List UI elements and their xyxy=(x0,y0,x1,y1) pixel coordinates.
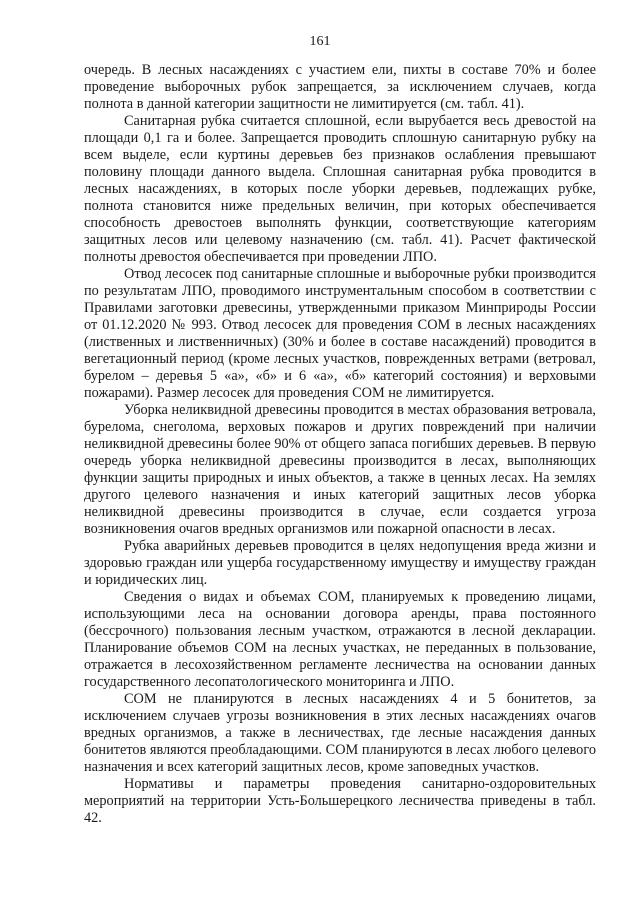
paragraph-continuation: очередь. В лесных насаждениях с участием ели, пихты в составе 70% и более проведение выборочных рубок запрещается, за исключением случаев, когда полнота в данной категории защитности не лимитируется (см. табл. 41). xyxy=(84,62,596,112)
paragraph-cutting-area-allotment: Отвод лесосек под санитарные сплошные и выборочные рубки производится по результатам ЛПО, проводимого инструментальным способом в соответствии с Правилами заготовки древесины, утвержденными приказом Минприроды России от 01.12.2020 № 993. Отвод лесосек для проведения СОМ в лесных насаждениях (лиственных и лиственничных) (30% и более в составе насаждений) проводится в вегетационный период (кроме лесных участков, поврежденных ветрами (ветровал, бурелом – деревья 5 «а», «б» и 6 «а», «б» категорий состояния) и верховыми пожарами). Размер лесосек для проведения СОМ не лимитируется. xyxy=(84,266,596,401)
paragraph-hazard-tree-felling: Рубка аварийных деревьев проводится в целях недопущения вреда жизни и здоровью граждан или ущерба государственному имуществу и имуществу граждан и юридических лиц. xyxy=(84,538,596,588)
paragraph-som-information: Сведения о видах и объемах СОМ, планируемых к проведению лицами, использующими леса на основании договора аренды, права постоянного (бессрочного) пользования лесным участком, отражаются в лесной декларации. Планирование объемов СОМ на лесных участках, не переданных в пользование, отражается в лесохозяйственном регламенте лесничества на основании данных государственного лесопатологического мониторинга и ЛПО. xyxy=(84,589,596,690)
paragraph-norms-reference: Нормативы и параметры проведения санитарно-оздоровительных мероприятий на территории Усть-Большерецкого лесничества приведены в табл. 42. xyxy=(84,776,596,826)
paragraph-sanitary-clear-cut: Санитарная рубка считается сплошной, если вырубается весь древостой на площади 0,1 га и более. Запрещается проводить сплошную санитарную рубку на всем выделе, если куртины деревьев без признаков ослабления превышают половину площади данного выдела. Сплошная санитарная рубка проводится в лесных насаждениях, в которых после уборки деревьев, подлежащих рубке, полнота становится ниже предельных величин, при которых обеспечивается способность древостоев выполнять функции, соответствующие категориям защитных лесов или целевому назначению (см. табл. 41). Расчет фактической полноты древостоя обеспечивается при проведении ЛПО. xyxy=(84,113,596,265)
page-body xyxy=(84,62,596,827)
paragraph-nonliquid-wood-removal: Уборка неликвидной древесины проводится в местах образования ветровала, бурелома, снеголома, верховых пожаров и других повреждений при наличии неликвидной древесины более 90% от общего запаса погибших деревьев. В первую очередь уборка неликвидной древесины производится в лесах, выполняющих функции защиты природных и иных объектов, а также в ценных лесах. На землях другого целевого назначения и иных категорий защитных лесов уборка неликвидной древесины производится в случае, если создается угроза возникновения очагов вредных организмов или пожарной опасности в лесах. xyxy=(84,402,596,537)
paragraph-som-planning: СОМ не планируются в лесных насаждениях 4 и 5 бонитетов, за исключением случаев угрозы возникновения в этих лесных насаждениях очагов вредных организмов, а также в лесничествах, где лесные насаждения данных бонитетов являются преобладающими. СОМ планируются в лесах любого целевого назначения и всех категорий защитных лесов, кроме заповедных участков. xyxy=(84,691,596,775)
page-number: 161 xyxy=(309,34,331,49)
